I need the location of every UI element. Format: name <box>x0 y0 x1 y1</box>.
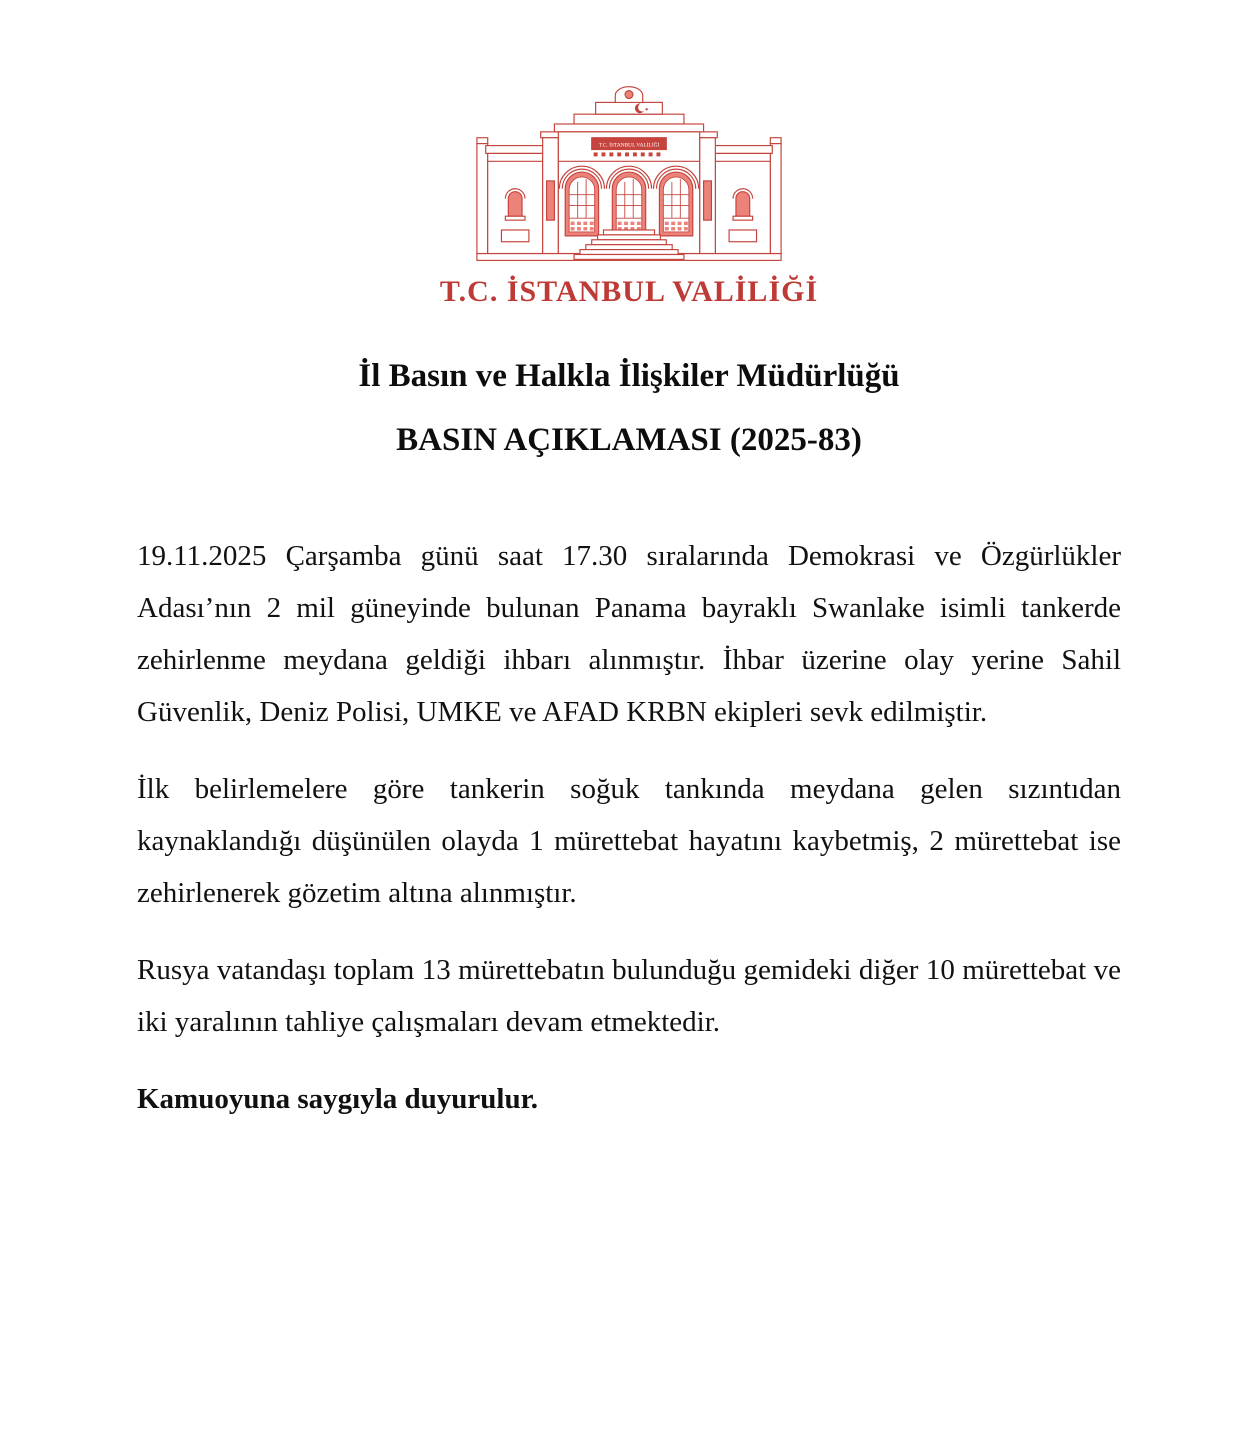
logo <box>0 0 1258 310</box>
closing-line: Kamuoyuna saygıyla duyurulur. <box>137 1083 539 1115</box>
logo-caption: T.C. İSTANBUL VALİLİĞİ <box>439 275 819 308</box>
department-heading: İl Basın ve Halkla İlişkiler Müdürlüğü <box>358 358 900 394</box>
paragraph-casualties: İlk belirlemelere göre tankerin soğuk tankında meydana gelen sızıntıdan kaynaklandığı düşünülen olayda 1 mürettebat hayatını kaybetmiş, 2 mürettebat ise zehirlenerek gözetim altına alınmıştır. <box>137 773 1121 909</box>
paragraph-evacuation: Rusya vatandaşı toplam 13 mürettebatın bulunduğu gemideki diğer 10 mürettebat ve iki yaralının tahliye çalışmaları devam etmektedir. <box>137 954 1121 1038</box>
press-release-title: BASIN AÇIKLAMASI (2025-83) <box>396 422 862 458</box>
paragraph-incident: 19.11.2025 Çarşamba günü saat 17.30 sıralarında Demokrasi ve Özgürlükler Adası’nın 2 mil güneyinde bulunan Panama bayraklı Swanlake isimli tankerde zehirlenme meydana geldiği ihbarı alınmıştır. İhbar üzerine olay yerine Sahil Güvenlik, Deniz Polisi, UMKE ve AFAD KRBN ekipleri sevk edilmiştir. <box>137 540 1121 728</box>
building-sign-text: T.C. İSTANBUL VALİLİĞİ <box>598 142 660 149</box>
document-body <box>137 530 1121 1125</box>
governorship-building-icon <box>472 86 786 266</box>
document-header <box>0 344 1258 472</box>
